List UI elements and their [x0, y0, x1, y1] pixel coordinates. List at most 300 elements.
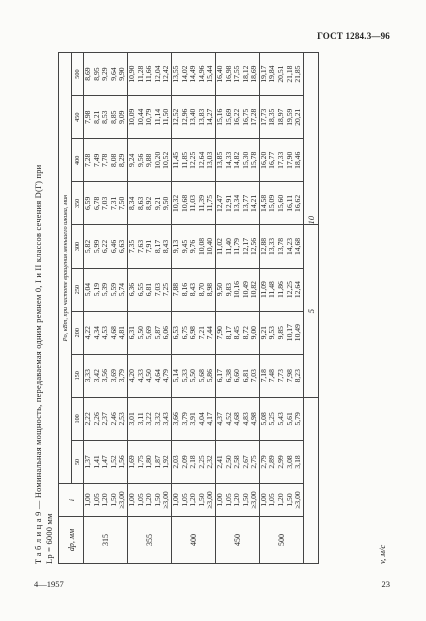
power-value: 4,52 — [223, 412, 233, 426]
ratio-value: ≥3,00 — [293, 491, 303, 509]
power-value: 2,79 — [258, 455, 268, 469]
speed-mark: 5 — [303, 225, 318, 397]
power-value: 14,58 — [258, 194, 268, 212]
power-cell — [259, 311, 303, 354]
power-value: 7,25 — [161, 282, 171, 297]
power-value: 9,90 — [117, 67, 127, 81]
power-value: 17,55 — [232, 65, 242, 83]
ratio-value: 1,50 — [196, 493, 206, 507]
rpm-header: 500 — [72, 53, 84, 96]
power-value: 18,12 — [240, 65, 250, 83]
speed-mark: 10 — [303, 53, 318, 225]
power-cell — [171, 397, 215, 440]
ratio-value: 1,20 — [276, 493, 286, 507]
power-value: 2,26 — [91, 412, 101, 426]
ratio-value: 1,05 — [179, 493, 189, 507]
power-value: 9,85 — [276, 326, 286, 340]
power-value: 5,14 — [170, 369, 180, 383]
power-value: 2,58 — [232, 455, 242, 469]
power-value: 18,35 — [267, 108, 277, 126]
power-value: 5,25 — [267, 412, 277, 426]
col-header-dp: dp, мм — [59, 517, 84, 564]
caption-line-1: Т а б л и ц а 9 — Номинальная мощность, передаваемая одним ремнем 0, I и II классов сечения D(Г) при — [34, 164, 43, 564]
power-cell — [84, 96, 128, 139]
power-value: 11,75 — [205, 194, 215, 212]
power-value: 7,98 — [284, 369, 294, 383]
power-cell — [215, 311, 259, 354]
power-cell — [259, 139, 303, 182]
power-value: 20,51 — [276, 65, 286, 83]
power-cell — [127, 96, 171, 139]
power-value: 9,76 — [188, 239, 198, 254]
ratio-value: 1,00 — [83, 493, 92, 507]
power-cell — [171, 182, 215, 225]
power-value: 5,61 — [284, 412, 294, 426]
diameter-cell: 355 — [127, 517, 171, 564]
power-value: 8,63 — [135, 196, 145, 211]
power-value: 10,08 — [196, 237, 206, 256]
power-value: 3,42 — [91, 369, 101, 383]
power-value: 15,60 — [276, 194, 286, 212]
ratio-cell — [127, 484, 171, 517]
power-value: 2,32 — [205, 455, 215, 469]
power-value: 14,21 — [249, 194, 259, 212]
power-value: 9,50 — [161, 196, 171, 211]
power-value: 9,50 — [214, 282, 224, 297]
power-value: 5,79 — [293, 412, 303, 426]
ratio-value: 1,05 — [223, 493, 233, 507]
power-value: 8,95 — [91, 67, 101, 81]
power-cell — [84, 311, 128, 354]
power-value: 10,68 — [179, 194, 189, 212]
power-value: 18,97 — [276, 108, 286, 126]
standard-number: ГОСТ 1284.3—96 — [317, 31, 390, 41]
power-value: 1,75 — [135, 455, 145, 469]
power-value: 12,25 — [188, 151, 198, 169]
power-value: 7,88 — [170, 282, 180, 297]
power-value: 5,04 — [83, 282, 92, 297]
power-value: 11,86 — [276, 281, 286, 298]
power-value: 3,33 — [83, 369, 92, 383]
power-cell — [84, 182, 128, 225]
power-value: 6,81 — [144, 282, 154, 297]
power-value: 8,08 — [108, 153, 118, 167]
power-value: 8,34 — [126, 196, 136, 211]
diameter-cell: 315 — [84, 517, 128, 564]
power-value: 7,48 — [267, 369, 277, 383]
power-value: 3,22 — [144, 412, 154, 426]
power-value: 13,55 — [170, 65, 180, 83]
rpm-header: 400 — [72, 139, 84, 182]
power-value: 10,09 — [126, 108, 136, 126]
power-value: 12,88 — [258, 237, 268, 256]
col-header-i: i — [59, 484, 84, 517]
table-row — [127, 53, 171, 564]
power-cell — [215, 139, 259, 182]
ratio-cell — [171, 484, 215, 517]
power-value: 1,52 — [108, 455, 118, 469]
power-cell — [127, 139, 171, 182]
power-cell — [171, 225, 215, 268]
power-cell — [215, 268, 259, 311]
power-value: 11,03 — [188, 194, 198, 212]
power-value: 7,91 — [144, 239, 154, 254]
rpm-header: 450 — [72, 96, 84, 139]
power-value: 4,83 — [240, 412, 250, 426]
power-value: 14,96 — [196, 65, 206, 83]
power-value: 15,69 — [223, 108, 233, 126]
power-value: 12,64 — [196, 151, 206, 169]
power-value: 16,11 — [284, 194, 294, 212]
power-value: 9,24 — [126, 153, 136, 167]
ratio-cell — [84, 484, 128, 517]
power-value: 2,67 — [240, 455, 250, 469]
power-cell — [259, 53, 303, 96]
power-value: 6,36 — [126, 282, 136, 297]
power-value: 6,46 — [108, 239, 118, 254]
power-value: 8,21 — [91, 110, 101, 124]
table-row — [84, 53, 128, 564]
power-value: 5,86 — [205, 369, 215, 383]
power-value: 1,47 — [100, 455, 110, 469]
power-value: 13,03 — [205, 151, 215, 169]
power-value: 9,45 — [179, 239, 189, 254]
power-value: 1,37 — [83, 455, 92, 469]
power-cell — [171, 139, 215, 182]
power-value: 12,64 — [293, 281, 303, 299]
power-cell — [171, 440, 215, 483]
power-value: 5,74 — [117, 282, 127, 297]
power-value: 5,08 — [258, 412, 268, 426]
power-value: 16,77 — [267, 151, 277, 169]
power-value: 17,73 — [258, 108, 268, 126]
power-value: 1,56 — [117, 455, 127, 469]
speed-blank — [303, 397, 318, 563]
power-value: 2,22 — [83, 412, 92, 426]
power-value: 8,98 — [205, 282, 215, 297]
power-value: 16,20 — [258, 151, 268, 169]
power-value: 12,04 — [152, 65, 162, 83]
power-value: 5,39 — [100, 282, 110, 297]
power-value: 14,02 — [179, 65, 189, 83]
power-cell — [84, 354, 128, 397]
power-cell — [215, 440, 259, 483]
table-row — [259, 53, 303, 564]
power-value: 10,40 — [205, 237, 215, 256]
power-value: 6,98 — [188, 326, 198, 340]
power-value: 2,18 — [188, 455, 198, 469]
power-value: 7,49 — [91, 153, 101, 167]
power-value: 8,16 — [179, 282, 189, 297]
ratio-value: 1,20 — [188, 493, 198, 507]
power-value: 10,17 — [284, 324, 294, 342]
power-value: 7,78 — [100, 153, 110, 167]
power-value: 1,87 — [152, 455, 162, 469]
ratio-value: 1,05 — [135, 493, 145, 507]
power-value: 21,85 — [293, 65, 303, 83]
power-value: 18,46 — [293, 151, 303, 169]
power-value: 15,09 — [267, 194, 277, 212]
power-value: 14,33 — [223, 151, 233, 169]
power-value: 12,52 — [170, 108, 180, 126]
power-cell — [215, 96, 259, 139]
power-value: 2,53 — [117, 412, 127, 426]
power-value: 1,92 — [161, 455, 171, 469]
power-value: 10,79 — [144, 108, 154, 126]
power-value: 9,53 — [267, 326, 277, 340]
power-value: 11,40 — [223, 238, 233, 255]
power-value: 5,50 — [188, 369, 198, 383]
power-value: 13,78 — [276, 237, 286, 256]
power-value: 5,19 — [91, 282, 101, 297]
power-value: 4,22 — [83, 326, 92, 340]
power-cell — [171, 268, 215, 311]
power-value: 7,90 — [214, 326, 224, 340]
ratio-value: 1,05 — [267, 493, 277, 507]
rpm-header: 100 — [72, 397, 84, 440]
power-value: 12,96 — [179, 108, 189, 126]
ratio-value: 1,00 — [170, 493, 180, 507]
power-value: 13,77 — [240, 194, 250, 212]
power-value: 12,91 — [223, 194, 233, 212]
ratio-cell — [259, 484, 303, 517]
ratio-value: 1,20 — [100, 493, 110, 507]
power-value: 13,83 — [196, 108, 206, 126]
power-value: 7,35 — [126, 239, 136, 254]
power-value: 7,28 — [83, 153, 92, 167]
power-value: 13,40 — [188, 108, 198, 126]
caption-line-2: Lp = 6000 мм — [45, 513, 54, 564]
power-value: 18,69 — [249, 65, 259, 83]
power-value: 5,82 — [83, 239, 92, 254]
power-value: 12,25 — [284, 281, 294, 299]
speed-label: v, м/с — [377, 544, 387, 564]
power-cell — [171, 311, 215, 354]
power-value: 7,63 — [135, 239, 145, 254]
power-value: 17,33 — [276, 151, 286, 169]
power-value: 5,69 — [144, 326, 154, 340]
power-value: 10,20 — [152, 151, 162, 169]
power-cell — [127, 311, 171, 354]
power-value: 12,42 — [161, 65, 171, 83]
power-value: 11,85 — [179, 151, 189, 169]
power-value: 3,79 — [179, 412, 189, 426]
power-value: 2,99 — [276, 455, 286, 469]
power-value: 3,91 — [188, 412, 198, 426]
power-value: 8,85 — [108, 110, 118, 124]
power-value: 10,32 — [170, 194, 180, 212]
power-cell — [127, 397, 171, 440]
power-value: 9,09 — [117, 110, 127, 124]
power-value: 4,64 — [152, 369, 162, 383]
power-value: 21,18 — [284, 65, 294, 83]
power-value: 15,78 — [249, 151, 259, 169]
power-cell — [171, 354, 215, 397]
power-value: 3,01 — [126, 412, 136, 426]
power-value: 9,88 — [144, 153, 154, 167]
power-value: 3,66 — [170, 412, 180, 426]
power-value: 6,59 — [83, 196, 92, 211]
power-value: 8,92 — [144, 196, 154, 211]
table-row — [215, 53, 259, 564]
power-value: 5,59 — [108, 282, 118, 297]
power-cell — [171, 53, 215, 96]
power-value: 5,68 — [196, 369, 206, 383]
ratio-value: 1,00 — [214, 493, 224, 507]
power-cell — [84, 225, 128, 268]
power-value: 4,17 — [205, 412, 215, 426]
ratio-value: 1,50 — [284, 493, 294, 507]
power-value: 15,44 — [205, 65, 215, 83]
power-value: 9,83 — [223, 282, 233, 297]
diameter-cell: 450 — [215, 517, 259, 564]
power-value: 5,43 — [276, 412, 286, 426]
power-cell — [259, 354, 303, 397]
power-value: 16,40 — [214, 65, 224, 83]
power-value: 8,23 — [293, 369, 303, 383]
power-value: 7,44 — [205, 326, 215, 340]
power-value: 10,44 — [135, 108, 145, 126]
power-value: 17,28 — [249, 108, 259, 126]
power-value: 12,47 — [214, 194, 224, 212]
power-cell — [259, 182, 303, 225]
table-caption — [33, 52, 55, 564]
power-value: 3,18 — [293, 455, 303, 469]
page-number: 23 — [381, 579, 390, 589]
power-value: 4,53 — [100, 326, 110, 340]
ratio-value: 1,20 — [144, 493, 154, 507]
power-cell — [259, 225, 303, 268]
power-value: 11,79 — [232, 238, 242, 255]
rpm-header: 50 — [72, 440, 84, 483]
power-cell — [259, 440, 303, 483]
speed-row — [303, 53, 318, 564]
diameter-cell: 400 — [171, 517, 215, 564]
power-value: 9,21 — [152, 196, 162, 211]
power-cell — [84, 397, 128, 440]
rpm-header: 300 — [72, 225, 84, 268]
power-value: 7,73 — [276, 369, 286, 383]
power-value: 6,53 — [170, 326, 180, 340]
power-value: 2,25 — [196, 455, 206, 469]
ratio-value: ≥3,00 — [205, 491, 215, 509]
power-value: 16,98 — [223, 65, 233, 83]
power-value: 8,45 — [232, 326, 242, 340]
power-value: 5,87 — [152, 326, 162, 340]
power-value: 1,80 — [144, 455, 154, 469]
power-value: 4,37 — [214, 412, 224, 426]
power-value: 16,22 — [232, 108, 242, 126]
ratio-value: 1,00 — [258, 493, 268, 507]
ratio-value: 1,50 — [240, 493, 250, 507]
power-value: 2,03 — [170, 455, 180, 469]
power-value: 11,02 — [214, 238, 224, 255]
power-value: 7,03 — [152, 282, 162, 297]
power-value: 2,46 — [108, 412, 118, 426]
power-value: 2,75 — [249, 455, 259, 469]
power-value: 4,98 — [249, 412, 259, 426]
power-value: 10,90 — [126, 65, 136, 83]
power-value: 10,49 — [293, 324, 303, 342]
power-value: 11,14 — [152, 108, 162, 126]
ratio-value: 1,20 — [232, 493, 242, 507]
ratio-value: 1,50 — [152, 493, 162, 507]
power-value: 4,33 — [135, 369, 145, 383]
power-cell — [127, 268, 171, 311]
rpm-header: 200 — [72, 311, 84, 354]
power-value: 9,56 — [135, 153, 145, 167]
power-value: 3,43 — [161, 412, 171, 426]
power-value: 7,98 — [83, 110, 92, 124]
power-value: 10,16 — [232, 281, 242, 299]
power-value: 6,63 — [117, 239, 127, 254]
power-value: 14,68 — [293, 237, 303, 256]
ratio-value: 1,50 — [108, 493, 118, 507]
power-value: 3,32 — [152, 412, 162, 426]
power-value: 14,23 — [284, 237, 294, 256]
power-value: 7,50 — [117, 196, 127, 211]
power-value: 8,69 — [83, 67, 92, 81]
power-value: 20,21 — [293, 108, 303, 126]
power-cell — [215, 225, 259, 268]
power-value: 4,04 — [196, 412, 206, 426]
power-value: 7,31 — [108, 196, 118, 211]
power-value: 6,17 — [214, 369, 224, 383]
ratio-value: ≥3,00 — [161, 491, 171, 509]
power-value: 4,79 — [161, 369, 171, 383]
power-value: 16,62 — [293, 194, 303, 212]
power-value: 12,56 — [249, 237, 259, 256]
power-table — [58, 52, 319, 564]
power-value: 19,59 — [284, 108, 294, 126]
power-value: 2,41 — [214, 455, 224, 469]
power-value: 4,68 — [108, 326, 118, 340]
power-value: 17,90 — [284, 151, 294, 169]
power-cell — [127, 182, 171, 225]
power-value: 5,33 — [179, 369, 189, 383]
power-value: 16,75 — [240, 108, 250, 126]
power-value: 7,03 — [249, 369, 259, 383]
power-value: 8,29 — [117, 153, 127, 167]
power-value: 8,17 — [152, 239, 162, 254]
power-value: 13,33 — [267, 237, 277, 256]
power-value: 11,50 — [161, 108, 171, 126]
power-value: 1,41 — [91, 455, 101, 469]
power-value: 2,50 — [223, 455, 233, 469]
power-value: 4,50 — [144, 369, 154, 383]
power-cell — [84, 53, 128, 96]
power-value: 6,06 — [161, 326, 171, 340]
power-value: 3,11 — [135, 412, 145, 426]
power-value: 9,13 — [170, 239, 180, 254]
power-cell — [84, 139, 128, 182]
power-value: 4,20 — [126, 369, 136, 383]
power-cell — [84, 440, 128, 483]
power-value: 3,08 — [284, 455, 294, 469]
power-cell — [259, 397, 303, 440]
rpm-header: 250 — [72, 268, 84, 311]
power-value: 11,28 — [135, 65, 145, 83]
diameter-cell: 500 — [259, 517, 303, 564]
ratio-cell — [215, 484, 259, 517]
power-value: 2,37 — [100, 412, 110, 426]
power-value: 1,69 — [126, 455, 136, 469]
power-cell — [215, 182, 259, 225]
rpm-header: 150 — [72, 354, 84, 397]
power-value: 19,84 — [267, 65, 277, 83]
power-value: 6,60 — [232, 369, 242, 383]
power-cell — [84, 268, 128, 311]
